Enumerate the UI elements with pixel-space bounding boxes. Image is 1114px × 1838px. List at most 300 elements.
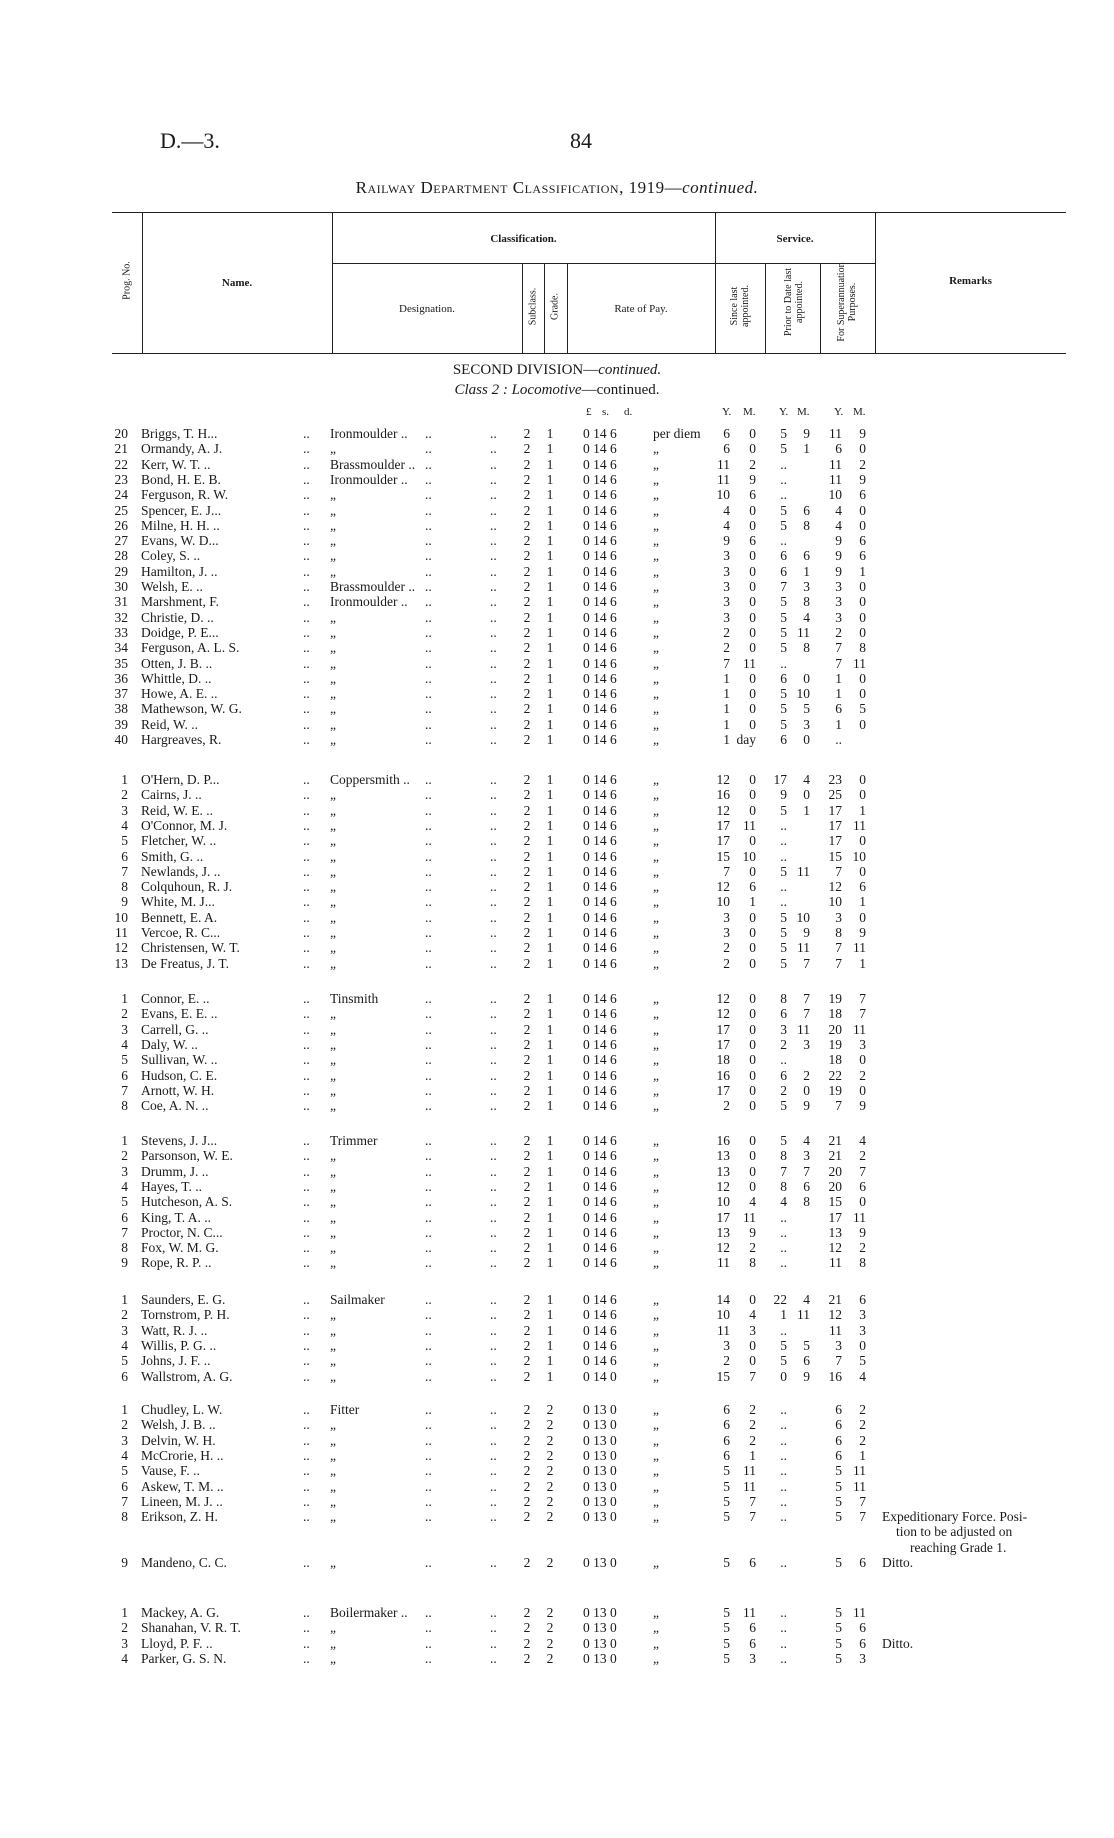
dot-leader: .. — [490, 787, 497, 803]
cell-fm: 6 — [859, 1292, 866, 1307]
dot-leader: .. — [303, 848, 310, 864]
cell-sm: 0 — [749, 991, 756, 1006]
cell-gr: 1 — [546, 655, 554, 671]
cell-per: „ — [653, 1402, 659, 1417]
cell-pm: 0 — [803, 787, 810, 803]
cell-fy: 17 — [828, 817, 842, 833]
cell-fm: 5 — [859, 701, 866, 717]
cell-gr: 1 — [546, 563, 554, 579]
cell-pm: 9 — [803, 426, 810, 441]
cell-per: „ — [653, 686, 659, 702]
cell-pm: 6 — [803, 1178, 810, 1194]
cell-sy: 5 — [723, 1605, 730, 1620]
cell-fy: .. — [835, 732, 842, 747]
cell-name: Hamilton, J. .. — [141, 563, 218, 579]
cell-sm: 0 — [749, 772, 756, 787]
cell-des: „ — [330, 955, 336, 971]
cell-no: 5 — [121, 1463, 128, 1479]
header-prog-no: Prog. No. — [121, 261, 133, 300]
cell-fy: 7 — [835, 1098, 842, 1114]
cell-fm: 3 — [859, 1307, 866, 1323]
cell-sy: 16 — [716, 1067, 730, 1083]
cell-sy: 2 — [723, 640, 730, 656]
cell-pm: 11 — [797, 863, 810, 879]
cell-sm: 0 — [749, 1098, 756, 1114]
cell-sub: 2 — [523, 487, 531, 503]
cell-no: 3 — [121, 1635, 128, 1651]
cell-sy: 6 — [723, 1417, 730, 1433]
table-row — [0, 472, 1114, 487]
cell-name: Whittle, D. .. — [141, 670, 212, 686]
cell-no: 29 — [114, 563, 128, 579]
dot-leader: .. — [425, 1194, 432, 1210]
table-row — [0, 1068, 1114, 1083]
dot-leader: .. — [490, 1322, 497, 1338]
unit-years-since: Y. — [722, 406, 732, 418]
dot-leader: .. — [303, 502, 310, 518]
cell-name: Lloyd, P. F. .. — [141, 1635, 213, 1651]
cell-per: „ — [653, 817, 659, 833]
cell-sub: 2 — [523, 1224, 531, 1240]
table-row — [0, 1037, 1114, 1052]
cell-sub: 2 — [523, 1509, 531, 1525]
dot-leader: .. — [425, 1163, 432, 1179]
cell-fy: 7 — [835, 940, 842, 956]
cell-name: Tornstrom, P. H. — [141, 1307, 230, 1323]
table-row — [0, 1369, 1114, 1384]
cell-fy: 4 — [835, 502, 842, 518]
dot-leader: .. — [303, 1635, 310, 1651]
cell-name: Marshment, F. — [141, 594, 220, 610]
dot-leader: .. — [303, 787, 310, 803]
cell-sm: 6 — [749, 533, 756, 549]
cell-pay: 0 13 0 — [583, 1605, 617, 1620]
dot-leader: .. — [303, 1368, 310, 1384]
table-row — [0, 503, 1114, 518]
cell-fm: 9 — [859, 1098, 866, 1114]
cell-name: Welsh, E. .. — [141, 579, 203, 594]
dot-leader: .. — [490, 1067, 497, 1083]
cell-sy: 1 — [723, 716, 730, 732]
header-service: Service. — [776, 233, 814, 245]
cell-gr: 1 — [546, 1209, 554, 1225]
dot-leader: .. — [490, 1036, 497, 1052]
cell-per: „ — [653, 1307, 659, 1323]
cell-fy: 7 — [835, 640, 842, 656]
cell-pay: 0 14 6 — [583, 1255, 617, 1271]
cell-fm: 7 — [859, 991, 866, 1006]
dot-leader: .. — [425, 579, 432, 594]
dot-leader: .. — [303, 487, 310, 503]
cell-pm: 11 — [797, 940, 810, 956]
cell-name: Welsh, J. B. .. — [141, 1417, 216, 1433]
cell-sm: 6 — [749, 1635, 756, 1651]
cell-fm: 0 — [859, 1052, 866, 1068]
cell-gr: 1 — [546, 1307, 554, 1323]
cell-py: .. — [780, 848, 787, 864]
table-row — [0, 1292, 1114, 1307]
cell-fm: 11 — [853, 1605, 866, 1620]
cell-des: „ — [330, 686, 336, 702]
cell-pay: 0 14 6 — [583, 1133, 617, 1148]
cell-pm: 1 — [803, 802, 810, 818]
cell-fm: 1 — [859, 563, 866, 579]
cell-py: 5 — [780, 502, 787, 518]
cell-fy: 20 — [828, 1178, 842, 1194]
cell-fy: 4 — [835, 517, 842, 533]
dot-leader: .. — [425, 426, 432, 441]
cell-name: Otten, J. B. .. — [141, 655, 213, 671]
dot-leader: .. — [425, 1478, 432, 1494]
cell-gr: 1 — [546, 817, 554, 833]
cell-fy: 21 — [828, 1292, 842, 1307]
cell-sy: 14 — [716, 1292, 730, 1307]
cell-des: Boilermaker .. — [330, 1605, 408, 1620]
table-row — [0, 533, 1114, 548]
cell-gr: 1 — [546, 1133, 554, 1148]
cell-pay: 0 14 6 — [583, 701, 617, 717]
cell-sm: 11 — [743, 817, 756, 833]
dot-leader: .. — [303, 1417, 310, 1433]
cell-py: 5 — [780, 802, 787, 818]
cell-sm: 9 — [749, 1224, 756, 1240]
cell-fm: 8 — [859, 640, 866, 656]
cell-sub: 2 — [523, 1368, 531, 1384]
cell-pay: 0 14 6 — [583, 609, 617, 625]
cell-sm: 0 — [749, 1292, 756, 1307]
cell-pm: 6 — [803, 1353, 810, 1369]
cell-pay: 0 14 6 — [583, 991, 617, 1006]
cell-fm: 6 — [859, 487, 866, 503]
cell-sm: 7 — [749, 1509, 756, 1525]
title-continued: continued. — [682, 178, 759, 197]
cell-per: „ — [653, 1432, 659, 1448]
dot-leader: .. — [490, 1006, 497, 1022]
cell-name: De Freatus, J. T. — [141, 955, 229, 971]
table-row — [0, 1509, 1114, 1524]
cell-no: 1 — [121, 772, 128, 787]
dot-leader: .. — [490, 991, 497, 1006]
dot-leader: .. — [490, 456, 497, 472]
dot-leader: .. — [425, 1650, 432, 1666]
cell-gr: 1 — [546, 579, 554, 594]
cell-sm: 0 — [749, 1021, 756, 1037]
cell-py: 1 — [780, 1307, 787, 1323]
cell-gr: 1 — [546, 1082, 554, 1098]
cell-sm: 2 — [749, 1432, 756, 1448]
cell-py: 5 — [780, 925, 787, 940]
cell-sy: 5 — [723, 1463, 730, 1479]
dot-leader: .. — [490, 802, 497, 818]
cell-sub: 2 — [523, 955, 531, 971]
cell-no: 6 — [121, 1067, 128, 1083]
cell-py: .. — [780, 1447, 787, 1463]
cell-fy: 10 — [828, 487, 842, 503]
cell-sub: 2 — [523, 940, 531, 956]
cell-gr: 1 — [546, 909, 554, 925]
cell-sy: 10 — [716, 487, 730, 503]
cell-name: Coe, A. N. .. — [141, 1098, 209, 1114]
cell-fm: 0 — [859, 787, 866, 803]
dot-leader: .. — [425, 772, 432, 787]
cell-sy: 6 — [723, 441, 730, 457]
dot-leader: .. — [490, 517, 497, 533]
dot-leader: .. — [303, 716, 310, 732]
dot-leader: .. — [303, 1307, 310, 1323]
cell-sm: 0 — [749, 1052, 756, 1068]
cell-no: 3 — [121, 1163, 128, 1179]
cell-des: „ — [330, 1368, 336, 1384]
cell-fy: 13 — [828, 1224, 842, 1240]
cell-fy: 22 — [828, 1067, 842, 1083]
cell-pay: 0 14 6 — [583, 426, 617, 441]
table-row — [0, 1164, 1114, 1179]
cell-sm: 0 — [749, 909, 756, 925]
table-row — [0, 426, 1114, 441]
table-row — [0, 1323, 1114, 1338]
dot-leader: .. — [303, 1255, 310, 1271]
cell-name: Hayes, T. .. — [141, 1178, 202, 1194]
cell-no: 28 — [114, 548, 128, 564]
cell-pay: 0 14 6 — [583, 1021, 617, 1037]
table-row — [0, 849, 1114, 864]
cell-fy: 3 — [835, 579, 842, 594]
cell-fm: 2 — [859, 1067, 866, 1083]
cell-fm: 0 — [859, 594, 866, 610]
cell-sub: 2 — [523, 655, 531, 671]
cell-des: „ — [330, 1478, 336, 1494]
dot-leader: .. — [303, 1509, 310, 1525]
cell-sub: 2 — [523, 1006, 531, 1022]
cell-per: „ — [653, 1209, 659, 1225]
cell-py: 5 — [780, 909, 787, 925]
cell-sy: 4 — [723, 502, 730, 518]
dot-leader: .. — [425, 686, 432, 702]
cell-sm: 1 — [749, 894, 756, 910]
dot-leader: .. — [425, 1337, 432, 1353]
cell-gr: 2 — [546, 1417, 554, 1433]
cell-pay: 0 14 6 — [583, 1322, 617, 1338]
cell-sy: 5 — [723, 1650, 730, 1666]
cell-des: „ — [330, 787, 336, 803]
dot-leader: .. — [425, 1605, 432, 1620]
cell-pay: 0 14 6 — [583, 1036, 617, 1052]
cell-no: 12 — [114, 940, 128, 956]
cell-pm: 10 — [796, 686, 810, 702]
table-row — [0, 548, 1114, 563]
cell-per: „ — [653, 502, 659, 518]
cell-sub: 2 — [523, 441, 531, 457]
cell-des: „ — [330, 1209, 336, 1225]
cell-pm: 8 — [803, 1194, 810, 1210]
cell-no: 6 — [121, 1368, 128, 1384]
cell-per: „ — [653, 802, 659, 818]
dot-leader: .. — [425, 925, 432, 940]
cell-no: 2 — [121, 787, 128, 803]
cell-no: 2 — [121, 1620, 128, 1636]
dot-leader: .. — [490, 1292, 497, 1307]
cell-name: Shanahan, V. R. T. — [141, 1620, 241, 1636]
cell-fm: 1 — [859, 802, 866, 818]
cell-fy: 5 — [835, 1478, 842, 1494]
division-continued: continued. — [598, 362, 662, 378]
cell-py: 5 — [780, 701, 787, 717]
cell-sm: 11 — [743, 1209, 756, 1225]
dot-leader: .. — [303, 624, 310, 640]
cell-pay: 0 14 6 — [583, 1224, 617, 1240]
cell-per: „ — [653, 772, 659, 787]
cell-fm: 0 — [859, 609, 866, 625]
col-divider — [544, 263, 545, 353]
dot-leader: .. — [303, 1620, 310, 1636]
cell-sy: 11 — [717, 1322, 730, 1338]
table-row — [0, 1098, 1114, 1113]
dot-leader: .. — [490, 1209, 497, 1225]
cell-name: Briggs, T. H... — [141, 426, 218, 441]
cell-fy: 19 — [828, 1036, 842, 1052]
cell-per: „ — [653, 1148, 659, 1164]
cell-sm: 0 — [749, 802, 756, 818]
dot-leader: .. — [490, 624, 497, 640]
cell-sm: 0 — [749, 1082, 756, 1098]
dot-leader: .. — [303, 940, 310, 956]
cell-name: O'Hern, D. P... — [141, 772, 220, 787]
cell-fy: 5 — [835, 1620, 842, 1636]
cell-sm: 0 — [749, 955, 756, 971]
cell-pay: 0 14 6 — [583, 848, 617, 864]
cell-sub: 2 — [523, 1098, 531, 1114]
cell-des: „ — [330, 1307, 336, 1323]
cell-per: „ — [653, 670, 659, 686]
dot-leader: .. — [303, 1194, 310, 1210]
cell-py: 5 — [780, 1133, 787, 1148]
cell-sm: 0 — [749, 1133, 756, 1148]
col-divider — [522, 263, 523, 353]
cell-fm: 8 — [859, 1255, 866, 1271]
dot-leader: .. — [490, 563, 497, 579]
cell-no: 20 — [114, 426, 128, 441]
cell-des: „ — [330, 517, 336, 533]
cell-pay: 0 14 6 — [583, 787, 617, 803]
dot-leader: .. — [425, 441, 432, 457]
table-row — [0, 1605, 1114, 1620]
cell-pm: 7 — [803, 1006, 810, 1022]
cell-pay: 0 14 6 — [583, 594, 617, 610]
cell-gr: 1 — [546, 1322, 554, 1338]
table-row — [0, 818, 1114, 833]
table-row — [0, 879, 1114, 894]
dot-leader: .. — [490, 533, 497, 549]
cell-fm: 11 — [853, 940, 866, 956]
dot-leader: .. — [303, 609, 310, 625]
cell-sm: 0 — [749, 670, 756, 686]
cell-pay: 0 14 6 — [583, 533, 617, 549]
cell-pay: 0 13 0 — [583, 1635, 617, 1651]
dot-leader: .. — [490, 894, 497, 910]
cell-pay: 0 14 6 — [583, 1353, 617, 1369]
table-row — [0, 732, 1114, 747]
table-row — [0, 640, 1114, 655]
cell-gr: 1 — [546, 1098, 554, 1114]
dot-leader: .. — [303, 1605, 310, 1620]
dot-leader: .. — [490, 833, 497, 849]
cell-des: „ — [330, 925, 336, 940]
cell-pay: 0 14 6 — [583, 1052, 617, 1068]
cell-no: 9 — [121, 1255, 128, 1271]
cell-sm: 1 — [749, 1447, 756, 1463]
cell-per: „ — [653, 1555, 659, 1570]
dot-leader: .. — [490, 817, 497, 833]
cell-name: Smith, G. .. — [141, 848, 204, 864]
cell-des: „ — [330, 1006, 336, 1022]
cell-per: „ — [653, 1463, 659, 1479]
cell-pm: 1 — [803, 441, 810, 457]
class-continued: —continued. — [581, 382, 660, 398]
cell-sm: 2 — [749, 1240, 756, 1256]
cell-fm: 4 — [859, 1368, 866, 1384]
cell-rem: Ditto. — [882, 1635, 914, 1651]
cell-per: „ — [653, 1255, 659, 1271]
cell-gr: 2 — [546, 1555, 554, 1570]
cell-sub: 2 — [523, 670, 531, 686]
cell-py: 6 — [780, 1067, 787, 1083]
cell-pm: 2 — [803, 1067, 810, 1083]
cell-sm: 0 — [749, 1163, 756, 1179]
dot-leader: .. — [303, 1447, 310, 1463]
cell-fm: 2 — [859, 1417, 866, 1433]
cell-pm: 3 — [803, 1148, 810, 1164]
cell-no: 2 — [121, 1148, 128, 1164]
dot-leader: .. — [490, 1509, 497, 1525]
table-row — [0, 1463, 1114, 1478]
cell-sm: 6 — [749, 879, 756, 895]
unit-months-super: M. — [853, 406, 866, 418]
cell-sub: 2 — [523, 1052, 531, 1068]
cell-pm: 9 — [803, 1098, 810, 1114]
cell-des: „ — [330, 1509, 336, 1525]
dot-leader: .. — [425, 732, 432, 747]
cell-sub: 2 — [523, 1337, 531, 1353]
class-name: Locomotive — [511, 382, 582, 398]
cell-sm: 0 — [749, 579, 756, 594]
cell-pay: 0 13 0 — [583, 1493, 617, 1509]
dot-leader: .. — [303, 1353, 310, 1369]
cell-sub: 2 — [523, 1209, 531, 1225]
class-label: Class 2 : — [454, 382, 508, 398]
cell-sub: 2 — [523, 1432, 531, 1448]
cell-no: 24 — [114, 487, 128, 503]
dot-leader: .. — [425, 655, 432, 671]
dot-leader: .. — [303, 517, 310, 533]
cell-no: 8 — [121, 1098, 128, 1114]
dot-leader: .. — [490, 1493, 497, 1509]
class-title — [0, 382, 1114, 399]
cell-sy: 15 — [716, 848, 730, 864]
cell-pm: 0 — [803, 1082, 810, 1098]
cell-des: „ — [330, 817, 336, 833]
dot-leader: .. — [425, 991, 432, 1006]
cell-fm: 11 — [853, 1021, 866, 1037]
cell-gr: 1 — [546, 471, 554, 487]
cell-des: „ — [330, 1432, 336, 1448]
dot-leader: .. — [425, 940, 432, 956]
dot-leader: .. — [303, 655, 310, 671]
table-row — [0, 686, 1114, 701]
dot-leader: .. — [303, 1178, 310, 1194]
cell-name: Ormandy, A. J. — [141, 441, 223, 457]
cell-gr: 1 — [546, 1255, 554, 1271]
cell-sy: 2 — [723, 955, 730, 971]
